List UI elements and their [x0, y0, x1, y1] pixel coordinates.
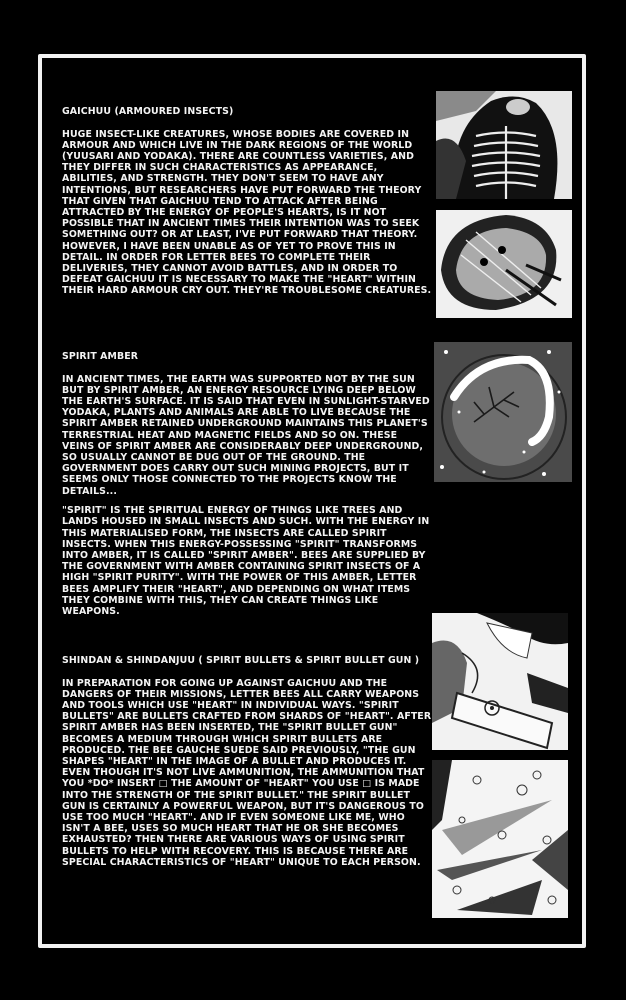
section-body: HUGE INSECT-LIKE CREATURES, WHOSE BODIES ARE COVERED IN ARMOUR AND WHICH LIVE IN THE DARK REGIONS OF THE WORLD (YUUSARI AND YODAKA). THERE ARE COUNTLESS VARIETIES, AND THEY DIFFER IN SUCH CHARACTERISTICS AS APPEARANCE, ABILITIES, AND STRENGTH. THEY DON'T SEEM TO HAVE ANY INTENTIONS, BUT RESEARCHERS HAVE PUT FORWARD THE THEORY THAT GIVEN THAT GAICHUU TEND TO ATTACK AFTER BEING ATTRACTED BY THE ENERGY OF PEOPLE'S HEARTS, IS IT NOT POSSIBLE THAT IN ANCIENT TIMES THEIR INTENTION WAS TO SEEK SOMETHING OUT? OR AT LEAST, I'VE PUT FORWARD THAT THEORY. HOWEVER, I HAVE BEEN UNABLE AS OF YET TO PROVE THIS IN DETAIL. IN ORDER FOR LETTER BEES TO COMPLETE THEIR DELIVERIES, THEY CANNOT AVOID BATTLES, AND IN ORDER TO DEFEAT GAICHUU IT IS NECESSARY TO MAKE THE "HEART" WITHIN THEIR HARD ARMOUR CRY OUT. THEY'RE TROUBLESOME CREATURES.	[62, 128, 432, 297]
section-title: SPIRIT AMBER	[62, 351, 139, 363]
section-body: IN PREPARATION FOR GOING UP AGAINST GAICHUU AND THE DANGERS OF THEIR MISSIONS, LETTER BEES ALL CARRY WEAPONS AND TOOLS WHICH USE "HEART" IN INDIVIDUAL WAYS. "SPIRIT BULLETS" ARE BULLETS CRAFTED FROM SHARDS OF "HEART". AFTER SPIRIT AMBER HAS BEEN INSERTED, THE "SPIRIT BULLET GUN" BECOMES A MEDIUM THROUGH WHICH SPIRIT BULLETS ARE PRODUCED. THE BEE GAUCHE SUEDE SAID PREVIOUSLY, "THE GUN SHAPES "HEART" IN THE IMAGE OF A BULLET AND PRODUCES IT. EVEN THOUGH IT'S NOT LIVE AMMUNITION, THE AMMUNITION THAT YOU *DO* INSERT □ THE AMOUNT OF "HEART" YOU USE □ IS MADE INTO THE STRENGTH OF THE SPIRIT BULLET." THE SPIRIT BULLET GUN IS CERTAINLY A POWERFUL WEAPON, BUT IT'S DANGEROUS TO USE TOO MUCH "HEART". AND IF EVEN SOMEONE LIKE ME, WHO ISN'T A BEE, USES SO MUCH HEART THAT HE OR SHE BECOMES EXHAUSTED? THEN THERE ARE VARIOUS WAYS OF USING SPIRIT BULLETS TO HELP WITH RECOVERY. THIS IS BECAUSE THERE ARE SPECIAL CHARACTERISTICS OF "HEART" UNIQUE TO EACH PERSON.	[62, 677, 432, 868]
illustration-gaichuu-body	[436, 91, 572, 199]
section-body: "SPIRIT" IS THE SPIRITUAL ENERGY OF THINGS LIKE TREES AND LANDS HOUSED IN SMALL INSECTS AND SUCH. WITH THE ENERGY IN THIS MATERIALISED FORM, THE INSECTS ARE CALLED SPIRIT INSECTS. WHEN THIS ENERGY-POSSESSING "SPIRIT" TRANSFORMS INTO AMBER, IT IS CALLED "SPIRIT AMBER". BEES ARE SUPPLIED BY THE GOVERNMENT WITH AMBER CONTAINING SPIRIT INSECTS OF A HIGH "SPIRIT PURITY". WITH THE POWER OF THIS AMBER, LETTER BEES AMPLIFY THEIR "HEART", AND DEPENDING ON WHAT ITEMS THEY COMBINE WITH THIS, THEY CAN CREATE THINGS LIKE WEAPONS.	[62, 505, 430, 618]
illustration-spirit-amber	[434, 342, 572, 482]
section-shindan	[62, 644, 434, 868]
spirit-amber-orb-icon	[434, 342, 572, 482]
illustration-spirit-bullet-burst	[432, 760, 568, 918]
section-title: SHINDAN & SHINDANJUU ( SPIRIT BULLETS & SPIRIT BULLET GUN )	[62, 655, 420, 667]
section-spirit-amber	[62, 340, 432, 497]
illustration-gaichuu-shell	[436, 210, 572, 318]
spirit-bullet-burst-icon	[432, 760, 568, 918]
illustration-gauche-with-gun	[432, 613, 568, 750]
section-spirit-explanation	[62, 494, 432, 617]
section-title: GAICHUU (ARMOURED INSECTS)	[62, 106, 234, 118]
character-gun-icon	[432, 613, 568, 750]
section-body: IN ANCIENT TIMES, THE EARTH WAS SUPPORTED NOT BY THE SUN BUT BY SPIRIT AMBER, AN ENERGY RESOURCE LYING DEEP BELOW THE EARTH'S SURFACE. IT IS SAID THAT EVEN IN SUNLIGHT-STARVED YODAKA, PLANTS AND ANIMALS ARE ABLE TO LIVE BECAUSE THE SPIRIT AMBER RETAINED UNDERGROUND MAINTAINS THIS PLANET'S TERRESTRIAL HEAT AND MAGNETIC FIELDS AND SO ON. THESE VEINS OF SPIRIT AMBER ARE CONSIDERABLY DEEP UNDERGROUND, SO USUALLY CANNOT BE DUG OUT OF THE GROUND. THE GOVERNMENT DOES CARRY OUT SUCH MINING PROJECTS, BUT IT SEEMS ONLY THOSE CONNECTED TO THE PROJECTS KNOW THE DETAILS...	[62, 373, 430, 497]
gaichuu-illustration-icon	[436, 91, 572, 199]
section-gaichuu	[62, 95, 432, 297]
gaichuu-shell-icon	[436, 210, 572, 318]
